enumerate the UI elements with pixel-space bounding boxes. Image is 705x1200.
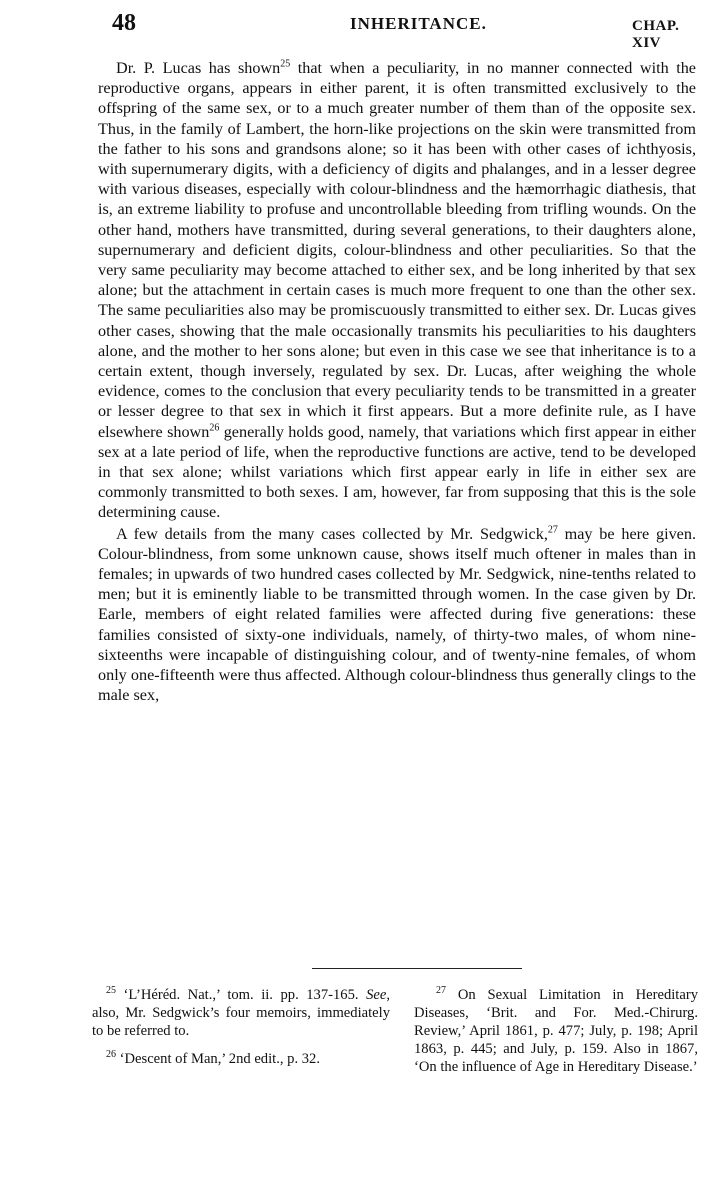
footnote-text: , also, Mr. Sedgwick’s four memoirs, immediately to be referred to. — [92, 987, 390, 1039]
footnote-divider — [312, 968, 522, 969]
footnote-italic: See — [366, 987, 387, 1003]
text-segment: generally holds good, namely, that variations which first appear in either sex at a late period of life, when the reproductive functions are active, tend to be developed in that sex alone; whilst variations which first appear early in life in either sex are commonly transmitted to both sexes. I am, however, far from supposing that this is the sole determining cause. — [98, 422, 696, 522]
footnote-number: 26 — [106, 1049, 116, 1061]
paragraph — [98, 524, 696, 706]
footnotes-right-column — [414, 986, 698, 1086]
footnote-25 — [92, 986, 390, 1040]
footnote-text: ‘L’Héréd. Nat.,’ tom. ii. pp. 137-165. — [116, 987, 367, 1003]
text-segment: Dr. P. Lucas has shown — [116, 59, 281, 77]
footnote-26 — [92, 1050, 390, 1068]
text-segment: A few details from the many cases collected by Mr. Sedgwick, — [116, 524, 548, 543]
footnotes-left-column — [92, 986, 390, 1078]
chapter-label: CHAP. XIV — [632, 18, 680, 51]
footnote-text: On Sexual Limitation in Hereditary Diseases, ‘Brit. and For. Med.-Chirurg. Review,’ April 1861, p. 477; July, p. 198; April 1863, p. 445; and July, p. 159. Also in 1867, ‘On the influence of Age in Hereditary Disease.’ — [414, 987, 698, 1075]
footnote-ref: 25 — [280, 58, 291, 70]
footnote-27 — [414, 986, 698, 1076]
page-header — [0, 6, 705, 51]
footnote-text: ‘Descent of Man,’ 2nd edit., p. 32. — [116, 1051, 320, 1067]
footnote-ref: 26 — [209, 422, 220, 434]
running-title: INHERITANCE. — [350, 14, 487, 33]
text-segment: that when a peculiarity, in no manner connected with the reproductive organs, appears in either parent, it is often transmitted exclusively to the offspring of the same sex, or to a much greater number of them than of the opposite sex. Thus, in the family of Lambert, the horn-like projections on the skin were transmitted from the father to his sons and grandsons alone; so it has been with other cases of ichthyosis, with supernumerary digits, with a deficiency of digits and phalanges, and in a lesser degree with various diseases, especially with colour-blindness and the hæmorrhagic diathesis, that is, an extreme liability to profuse and uncontrollable bleeding from trifling wounds. On the other hand, mothers have transmitted, during several generations, to their daughters alone, supernumerary and deficient digits, colour-blindness and other peculiarities. So that the very same peculiarity may become attached to either sex, and be long inherited by that sex alone; but the attachment in certain cases is much more frequent to one than the other sex. The same peculiarities also may be promiscuously transmitted to either sex. Dr. Lucas gives other cases, showing that the male occasionally transmits his peculiarities to his daughters alone, and the mother to her sons alone; but even in this case we see that inheritance is to a certain extent, though inversely, regulated by sex. Dr. Lucas, after weighing the whole evidence, comes to the conclusion that every peculiarity tends to be transmitted in a greater or lesser degree to that sex in which it first appears. But a more definite rule, as I have elsewhere shown — [98, 59, 696, 441]
text-segment: may be here given. Colour-blindness, from some unknown cause, shows itself much oftener in males than in females; in upwards of two hundred cases collected by Mr. Sedgwick, nine-tenths related to men; but it is eminently liable to be transmitted through women. In the case given by Dr. Earle, members of eight related families were affected during five generations: these families consisted of sixty-one individuals, namely, of thirty-two males, of whom nine-sixteenths were incapable of distinguishing colour, and of twenty-nine females, of whom only one-fifteenth were thus affected. Although colour-blindness thus generally clings to the male sex, — [98, 524, 696, 705]
paragraph — [98, 58, 696, 523]
footnote-number: 27 — [436, 985, 446, 997]
footnote-number: 25 — [106, 985, 116, 997]
page-number: 48 — [112, 10, 136, 36]
main-text — [98, 58, 696, 706]
footnote-ref: 27 — [547, 524, 558, 536]
